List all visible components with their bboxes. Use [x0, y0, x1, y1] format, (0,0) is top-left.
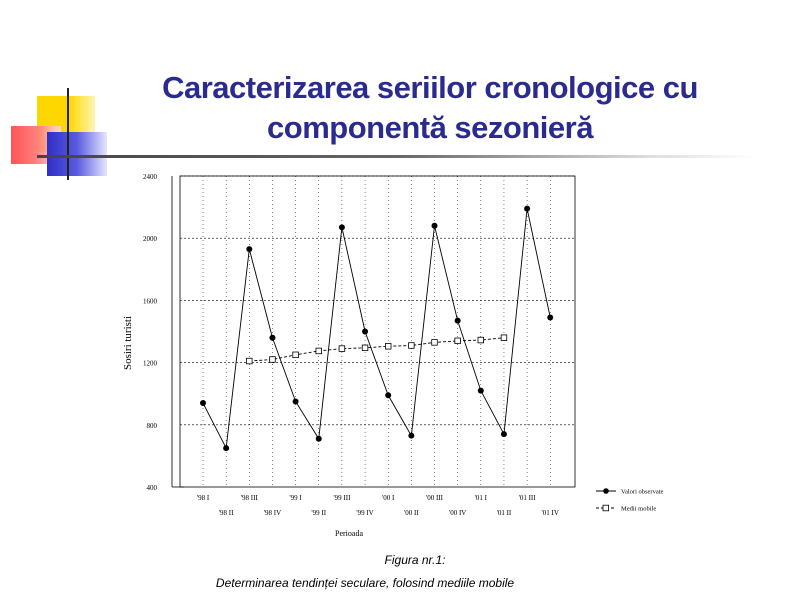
y-tick-label: 1600	[143, 297, 157, 306]
x-tick-label: '01 III	[518, 494, 536, 502]
data-point	[362, 329, 368, 335]
data-point	[408, 433, 414, 439]
data-point	[223, 445, 229, 451]
data-point	[409, 343, 415, 349]
x-axis-label: Perioada	[335, 529, 363, 538]
data-point	[455, 338, 461, 344]
x-tick-label: '98 I	[196, 494, 210, 502]
x-tick-label: '98 III	[240, 494, 258, 502]
x-tick-label: '00 II	[404, 509, 419, 517]
data-point	[339, 224, 345, 230]
x-tick-label: '01 IV	[541, 509, 559, 517]
x-tick-label: '99 I	[289, 494, 302, 502]
data-point	[246, 246, 252, 252]
legend-label: Medii mobile	[621, 505, 657, 513]
x-tick-label: '00 III	[425, 494, 444, 502]
data-point	[385, 343, 391, 349]
figure-description: Determinarea tendinței seculare, folosind mediile mobile	[215, 576, 515, 590]
data-point	[200, 400, 206, 406]
data-point	[478, 388, 484, 394]
x-tick-label: '98 IV	[263, 509, 282, 517]
figure-label: Figura nr.1:	[384, 553, 446, 567]
y-tick-label: 1200	[143, 359, 157, 368]
legend	[596, 488, 664, 512]
data-point	[385, 392, 391, 398]
data-point	[501, 335, 507, 341]
data-point	[362, 345, 368, 351]
data-point	[547, 315, 553, 321]
legend-marker	[603, 505, 609, 511]
data-point	[339, 346, 345, 352]
data-point	[432, 340, 438, 346]
series-line	[203, 209, 550, 448]
x-tick-label: '98 II	[218, 509, 234, 517]
data-point	[316, 348, 322, 354]
plot-area	[180, 176, 575, 487]
legend-label: Valori observate	[621, 488, 664, 496]
y-tick-label: 800	[146, 421, 157, 430]
data-point	[270, 357, 276, 363]
data-point	[269, 335, 275, 341]
data-point	[316, 436, 322, 442]
data-point	[524, 206, 530, 212]
data-point	[501, 431, 507, 437]
y-tick-label: 2400	[143, 173, 157, 181]
x-tick-label: '00 I	[382, 494, 395, 502]
x-tick-label: '00 IV	[448, 509, 467, 517]
y-tick-label: 2000	[143, 235, 157, 244]
x-tick-label: '01 II	[496, 509, 512, 517]
x-tick-label: '99 II	[311, 509, 327, 517]
series-line	[249, 338, 504, 361]
x-tick-label: '99 III	[333, 494, 351, 502]
y-tick-label: 400	[146, 484, 157, 492]
data-point	[455, 318, 461, 324]
y-axis-label: Sosiri turisti	[122, 315, 134, 371]
data-point	[293, 352, 299, 358]
data-point	[247, 358, 253, 364]
data-point	[293, 398, 299, 404]
x-tick-label: '01 I	[474, 494, 487, 502]
page-title: Caracterizarea seriilor cronologice cu componentă sezonieră	[162, 70, 698, 145]
x-tick-label: '99 IV	[356, 509, 374, 517]
legend-marker	[603, 488, 609, 494]
data-point	[432, 223, 438, 229]
data-point	[478, 337, 484, 343]
